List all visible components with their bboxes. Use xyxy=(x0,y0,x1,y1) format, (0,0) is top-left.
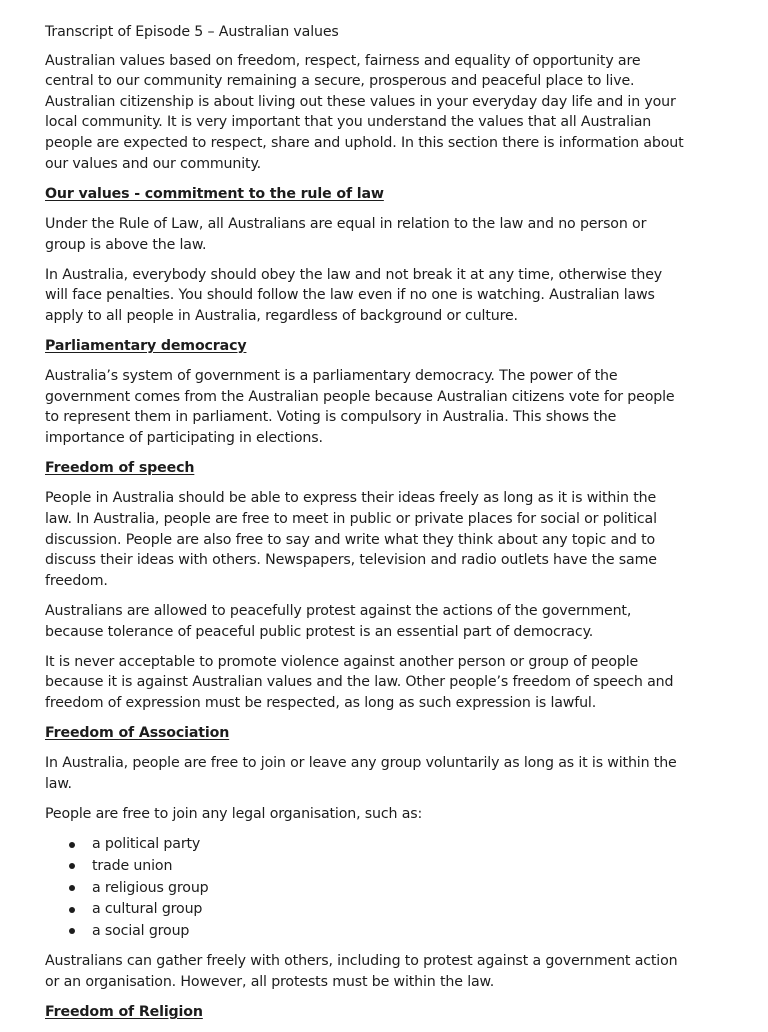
list-item-text: a political party xyxy=(92,836,201,853)
list-item-text: a cultural group xyxy=(92,901,203,918)
document-page xyxy=(45,22,685,1032)
paragraph: In Australia, everybody should obey the law and not break it at any time, otherwise they will face penalties. You should follow the law even if no one is watching. Australian laws apply to all people in Australia, regardless of background or culture. xyxy=(45,266,663,324)
paragraph: People are free to join any legal organisation, such as: xyxy=(45,806,423,823)
paragraph: It is never acceptable to promote violence against another person or group of people because it is against Australian values and the law. Other people’s freedom of speech and freedom of expression must be respected, as long as such expression is lawful. xyxy=(45,653,674,711)
paragraph: In Australia, people are free to join or leave any group voluntarily as long as it is within the law. xyxy=(45,755,677,792)
bullet-dot-icon xyxy=(69,863,75,869)
list-item xyxy=(45,878,685,900)
paragraph: People in Australia should be able to express their ideas freely as long as it is within the law. In Australia, people are free to meet in public or private places for social or political discussion. People are also free to say and write what they think about any topic and to discuss their ideas with others. Newspapers, television and radio outlets have the same freedom. xyxy=(45,490,657,589)
list-item xyxy=(45,834,685,856)
list-item-text: a religious group xyxy=(92,879,209,896)
section-heading-freedom-of-religion: Freedom of Religion xyxy=(45,1004,203,1021)
section-heading-freedom-of-association: Freedom of Association xyxy=(45,725,230,742)
list-item-text: a social group xyxy=(92,922,190,939)
section-heading-parliamentary-democracy: Parliamentary democracy xyxy=(45,338,247,355)
paragraph: Australians are allowed to peacefully protest against the actions of the government, because tolerance of peaceful public protest is an essential part of democracy. xyxy=(45,603,632,640)
bullet-dot-icon xyxy=(69,928,75,934)
paragraph: Under the Rule of Law, all Australians are equal in relation to the law and no person or group is above the law. xyxy=(45,215,647,253)
list-item xyxy=(45,899,685,921)
list-item xyxy=(45,856,685,878)
list-item-text: trade union xyxy=(92,857,173,874)
organisation-bullet-list xyxy=(45,834,685,942)
section-heading-freedom-of-speech: Freedom of speech xyxy=(45,460,195,477)
document-title: Transcript of Episode 5 – Australian values xyxy=(45,24,339,40)
section-heading-rule-of-law: Our values - commitment to the rule of law xyxy=(45,185,384,202)
intro-paragraph: Australian values based on freedom, respect, fairness and equality of opportunity are central to our community remaining a secure, prosperous and peaceful place to live. Australian citizenship is about living out these values in your everyday day life and in your local community. It is very important that you understand the values that all Australian people are expected to respect, share and uphold. In this section there is information about our values and our community. xyxy=(45,52,684,172)
list-item xyxy=(45,921,685,943)
bullet-dot-icon xyxy=(69,907,75,913)
bullet-dot-icon xyxy=(69,885,75,891)
paragraph: Australia’s system of government is a parliamentary democracy. The power of the government comes from the Australian people because Australian citizens vote for people to represent them in parliament. Voting is compulsory in Australia. This shows the importance of participating in elections. xyxy=(45,368,675,447)
bullet-dot-icon xyxy=(69,842,75,848)
paragraph: Australians can gather freely with others, including to protest against a government action or an organisation. However, all protests must be within the law. xyxy=(45,953,678,990)
